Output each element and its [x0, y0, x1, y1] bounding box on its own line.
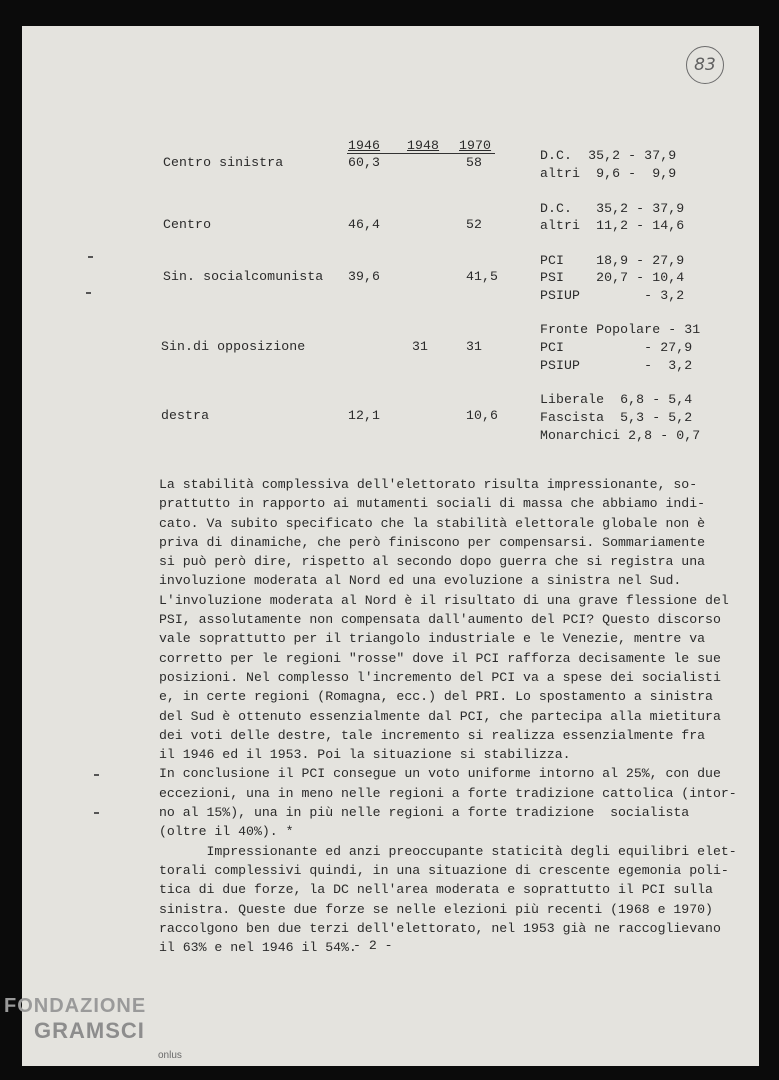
row-label: Centro [163, 217, 212, 232]
row-value-1970: 41,5 [466, 269, 499, 284]
watermark-logo-subtext: onlus [158, 1050, 182, 1061]
text-line: sinistra. Queste due forze se nelle elezioni più recenti (1968 e 1970) [159, 901, 713, 917]
row-note: PSIUP - 3,2 [540, 358, 693, 373]
handwritten-page-number: 83 [686, 46, 724, 84]
row-value-1948: 31 [412, 339, 429, 354]
row-note: Fascista 5,3 - 5,2 [540, 410, 693, 425]
body-paragraph [159, 475, 737, 957]
text-line: e, in certe regioni (Romagna, ecc.) del PRI. Lo spostamento a sinistra [159, 689, 713, 705]
margin-mark [86, 292, 91, 294]
text-line: raccolgono ben due terzi dell'elettorato, nel 1953 già ne raccoglievano [159, 920, 721, 936]
text-line: corretto per le regioni "rosse" dove il PCI rafforza decisamente le sue [159, 650, 721, 666]
text-line: il 63% e nel 1946 il 54%. [159, 940, 357, 956]
text-line: priva di dinamiche, che però finiscono per compensarsi. Sommariamente [159, 534, 706, 550]
text-line: L'involuzione moderata al Nord è il risultato di una grave flessione del [159, 592, 729, 608]
text-line: si può però dire, rispetto al secondo dopo guerra che si registra una [159, 554, 706, 570]
margin-mark [94, 774, 99, 776]
row-value-1946: 12,1 [348, 408, 381, 423]
row-note: Fronte Popolare - 31 [540, 322, 701, 337]
text-line: eccezioni, una in meno nelle regioni a forte tradizione cattolica (intor- [159, 785, 737, 801]
document-page [22, 26, 759, 1066]
row-note: D.C. 35,2 - 37,9 [540, 201, 685, 216]
row-value-1970: 10,6 [466, 408, 499, 423]
text-line: no al 15%), una in più nelle regioni a forte tradizione socialista [159, 805, 690, 821]
row-note: PCI - 27,9 [540, 340, 693, 355]
row-note: PSIUP - 3,2 [540, 288, 685, 303]
header-year-1946: 1946 [348, 138, 381, 153]
watermark-logo-text: FONDAZIONE [4, 995, 147, 1017]
text-line: vale soprattutto per il triangolo industriale e le Venezie, mentre va [159, 631, 706, 647]
row-note: PCI 18,9 - 27,9 [540, 253, 685, 268]
row-label: destra [161, 408, 210, 423]
text-line: tica di due forze, la DC nell'area moderata e soprattutto il PCI sulla [159, 882, 713, 898]
row-note: PSI 20,7 - 10,4 [540, 270, 685, 285]
text-line: PSI, assolutamente non compensata dall'aumento del PCI? Questo discorso [159, 612, 721, 628]
text-line: il 1946 ed il 1953. Poi la situazione si stabilizza. [159, 747, 571, 763]
row-value-1946: 39,6 [348, 269, 381, 284]
text-line: posizioni. Nel complesso l'incremento del PCI va a spese dei socialisti [159, 669, 721, 685]
text-line: torali complessivi quindi, in una situazione di crescente egemonia poli- [159, 862, 729, 878]
page-footer-number: - 2 - [353, 938, 393, 953]
text-line: Impressionante ed anzi preoccupante staticità degli equilibri elet- [159, 843, 737, 859]
row-label: Sin. socialcomunista [163, 269, 324, 284]
row-note: D.C. 35,2 - 37,9 [540, 148, 677, 163]
text-line: del Sud è ottenuto essenzialmente dal PCI, che partecipa alla mietitura [159, 708, 721, 724]
text-line: dei voti delle destre, tale incremento si realizza essenzialmente fra [159, 727, 706, 743]
row-value-1970: 58 [466, 155, 483, 170]
text-line: (oltre il 40%). * [159, 824, 294, 840]
header-year-1970: 1970 [459, 138, 492, 153]
row-value-1970: 52 [466, 217, 483, 232]
margin-mark [94, 812, 99, 814]
row-label: Centro sinistra [163, 155, 284, 170]
watermark-logo-text: GRAMSCI [34, 1018, 145, 1043]
row-label: Sin.di opposizione [161, 339, 306, 354]
margin-mark [88, 256, 93, 258]
text-line: cato. Va subito specificato che la stabilità elettorale globale non è [159, 515, 706, 531]
row-note: altri 11,2 - 14,6 [540, 218, 685, 233]
row-note: altri 9,6 - 9,9 [540, 166, 677, 181]
text-line: prattutto in rapporto ai mutamenti sociali di massa che abbiamo indi- [159, 496, 706, 512]
text-line: In conclusione il PCI consegue un voto uniforme intorno al 25%, con due [159, 766, 721, 782]
row-note: Liberale 6,8 - 5,4 [540, 392, 693, 407]
text-line: involuzione moderata al Nord ed una evoluzione a sinistra nel Sud. [159, 573, 682, 589]
text-line: La stabilità complessiva dell'elettorato risulta impressionante, so- [159, 477, 698, 492]
header-rule [347, 153, 495, 154]
header-year-1948: 1948 [407, 138, 440, 153]
row-note: Monarchici 2,8 - 0,7 [540, 428, 701, 443]
row-value-1946: 46,4 [348, 217, 381, 232]
row-value-1970: 31 [466, 339, 483, 354]
row-value-1946: 60,3 [348, 155, 381, 170]
